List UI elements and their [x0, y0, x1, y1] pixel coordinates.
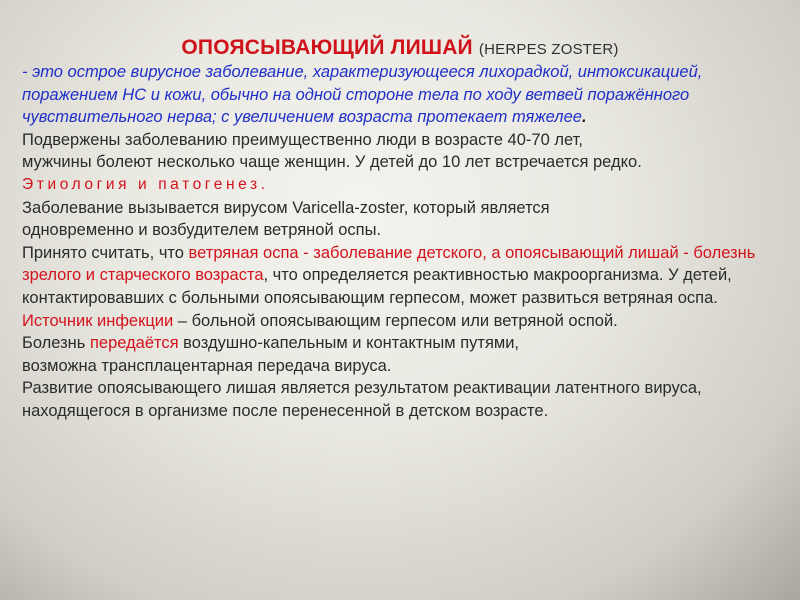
- definition-end: .: [581, 108, 587, 127]
- source-paragraph: [22, 310, 784, 333]
- transmission-prefix: Болезнь: [22, 334, 90, 353]
- transmission-rest: воздушно-капельным и контактным путями,: [178, 334, 520, 353]
- accepted-paragraph: [22, 242, 784, 310]
- etiology-line-2: одновременно и возбудителем ветряной оспы.: [22, 221, 382, 240]
- source-rest: – больной опоясывающим герпесом или ветряной оспой.: [173, 311, 618, 330]
- reactivation-text: Развитие опоясывающего лишая является результатом реактивации латентного вируса, находящегося в организме после перенесенной в детском возрасте.: [22, 379, 702, 420]
- section-heading-etiology: Этиология и патогенез.: [22, 175, 269, 193]
- definition-text: - это острое вирусное заболевание, характеризующееся лихорадкой, интоксикацией, поражением НС и кожи, обычно на одной стороне тела по ходу ветвей поражённого чувствительного нерва; с увеличением возраста протекает тяжелее: [22, 63, 703, 127]
- source-highlight: Источник инфекции: [22, 311, 174, 330]
- accepted-prefix: Принято считать, что: [22, 243, 189, 262]
- susceptibility-line-2: мужчины болеют несколько чаще женщин. У детей до 10 лет встречается редко.: [22, 153, 642, 172]
- transmission-line-2: возможна трансплацентарная передача вируса.: [22, 356, 392, 375]
- accepted-highlight: ветряная оспа - заболевание детского, а опоясывающий лишай - болезнь зрелого и старческого возраста: [22, 243, 756, 285]
- susceptibility-line-1: Подвержены заболеванию преимущественно люди в возрасте 40-70 лет,: [22, 130, 583, 149]
- definition-paragraph: [22, 61, 784, 129]
- transmission-highlight: передаётся: [89, 334, 179, 353]
- transmission-paragraph: [22, 332, 784, 377]
- slide-title: [0, 36, 800, 60]
- etiology-paragraph: [22, 197, 784, 242]
- accepted-suffix: , что определяется реактивностью макроорганизма. У детей, контактировавших с больными опоясывающим герпесом, может развиться ветряная оспа.: [22, 266, 732, 307]
- slide-content: [22, 61, 784, 423]
- title-latin: (HERPES ZOSTER): [478, 41, 619, 58]
- susceptibility-paragraph: [22, 129, 784, 174]
- reactivation-paragraph: [22, 377, 784, 422]
- etiology-line-1: Заболевание вызывается вирусом Varicella-zoster, который является: [22, 198, 550, 217]
- title-main: ОПОЯСЫВАЮЩИЙ ЛИШАЙ: [181, 36, 473, 59]
